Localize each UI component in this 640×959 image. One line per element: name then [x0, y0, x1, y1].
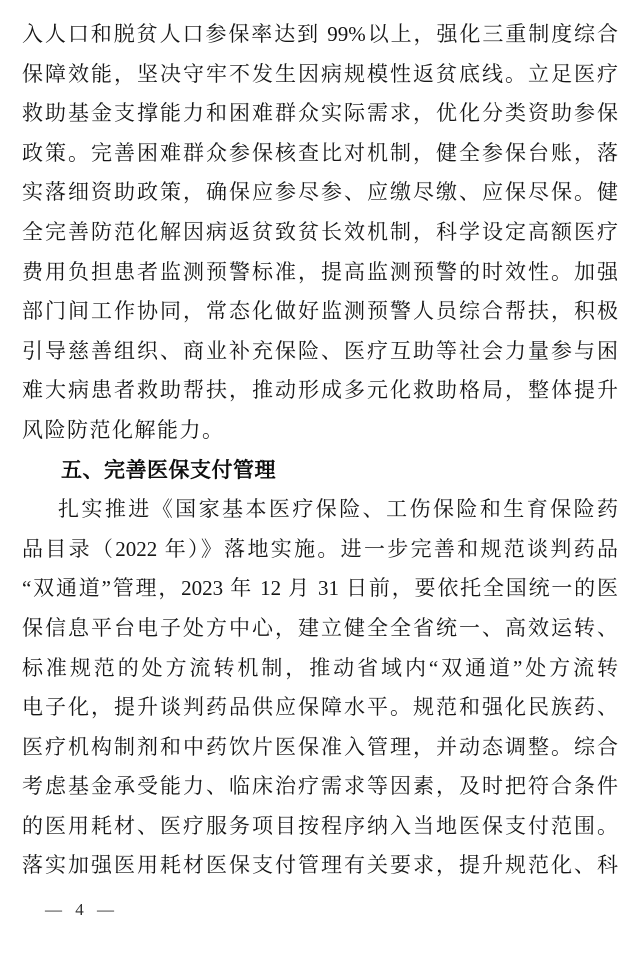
text-line: “双通道”管理，2023 年 12 月 31 日前，要依托全国统一的医 [22, 576, 618, 601]
text-line: 扎实推进《国家基本医疗保险、工伤保险和生育保险药 [58, 497, 618, 522]
text-line: 费用负担患者监测预警标准，提高监测预警的时效性。加强 [22, 259, 618, 284]
text-line: 风险防范化解能力。 [22, 417, 225, 442]
text-line: 实落细资助政策，确保应参尽参、应缴尽缴、应保尽保。健 [22, 180, 618, 205]
text-line: 入人口和脱贫人口参保率达到 99%以上，强化三重制度综合 [22, 22, 618, 46]
text-line: 全完善防范化解因病返贫致贫长效机制，科学设定高额医疗 [22, 219, 618, 244]
document-text-block [22, 15, 618, 921]
page-footer [22, 899, 618, 921]
paragraph [22, 490, 618, 886]
text-line: 标准规范的处方流转机制，推动省域内“双通道”处方流转 [22, 655, 618, 680]
text-line: 部门间工作协同，常态化做好监测预警人员综合帮扶，积极 [22, 299, 618, 324]
text-line: 考虑基金承受能力、临床治疗需求等因素，及时把符合条件 [22, 774, 618, 799]
text-line: 电子化，提升谈判药品供应保障水平。规范和强化民族药、 [22, 695, 618, 720]
text-line: 医疗机构制剂和中药饮片医保准入管理，并动态调整。综合 [22, 734, 618, 759]
page-number: — 4 — [45, 900, 114, 920]
text-line: 政策。完善困难群众参保核查比对机制，健全参保台账，落 [22, 140, 618, 165]
text-line: 的医用耗材、医疗服务项目按程序纳入当地医保支付范围。 [22, 813, 618, 838]
text-line: 救助基金支撑能力和困难群众实际需求，优化分类资助参保 [22, 101, 618, 126]
section-heading: 五、完善医保支付管理 [61, 458, 276, 482]
text-line: 难大病患者救助帮扶，推动形成多元化救助格局，整体提升 [22, 378, 618, 403]
text-line: 保障效能，坚决守牢不发生因病规模性返贫底线。立足医疗 [22, 61, 618, 86]
text-line: 品目录（2022 年）》落地实施。进一步完善和规范谈判药品 [22, 536, 618, 561]
text-line: 落实加强医用耗材医保支付管理有关要求，提升规范化、科 [22, 853, 618, 878]
paragraph-continuation [22, 15, 618, 451]
text-line: 引导慈善组织、商业补充保险、医疗互助等社会力量参与困 [22, 338, 618, 363]
text-line: 保信息平台电子处方中心，建立健全全省统一、高效运转、 [22, 615, 618, 640]
